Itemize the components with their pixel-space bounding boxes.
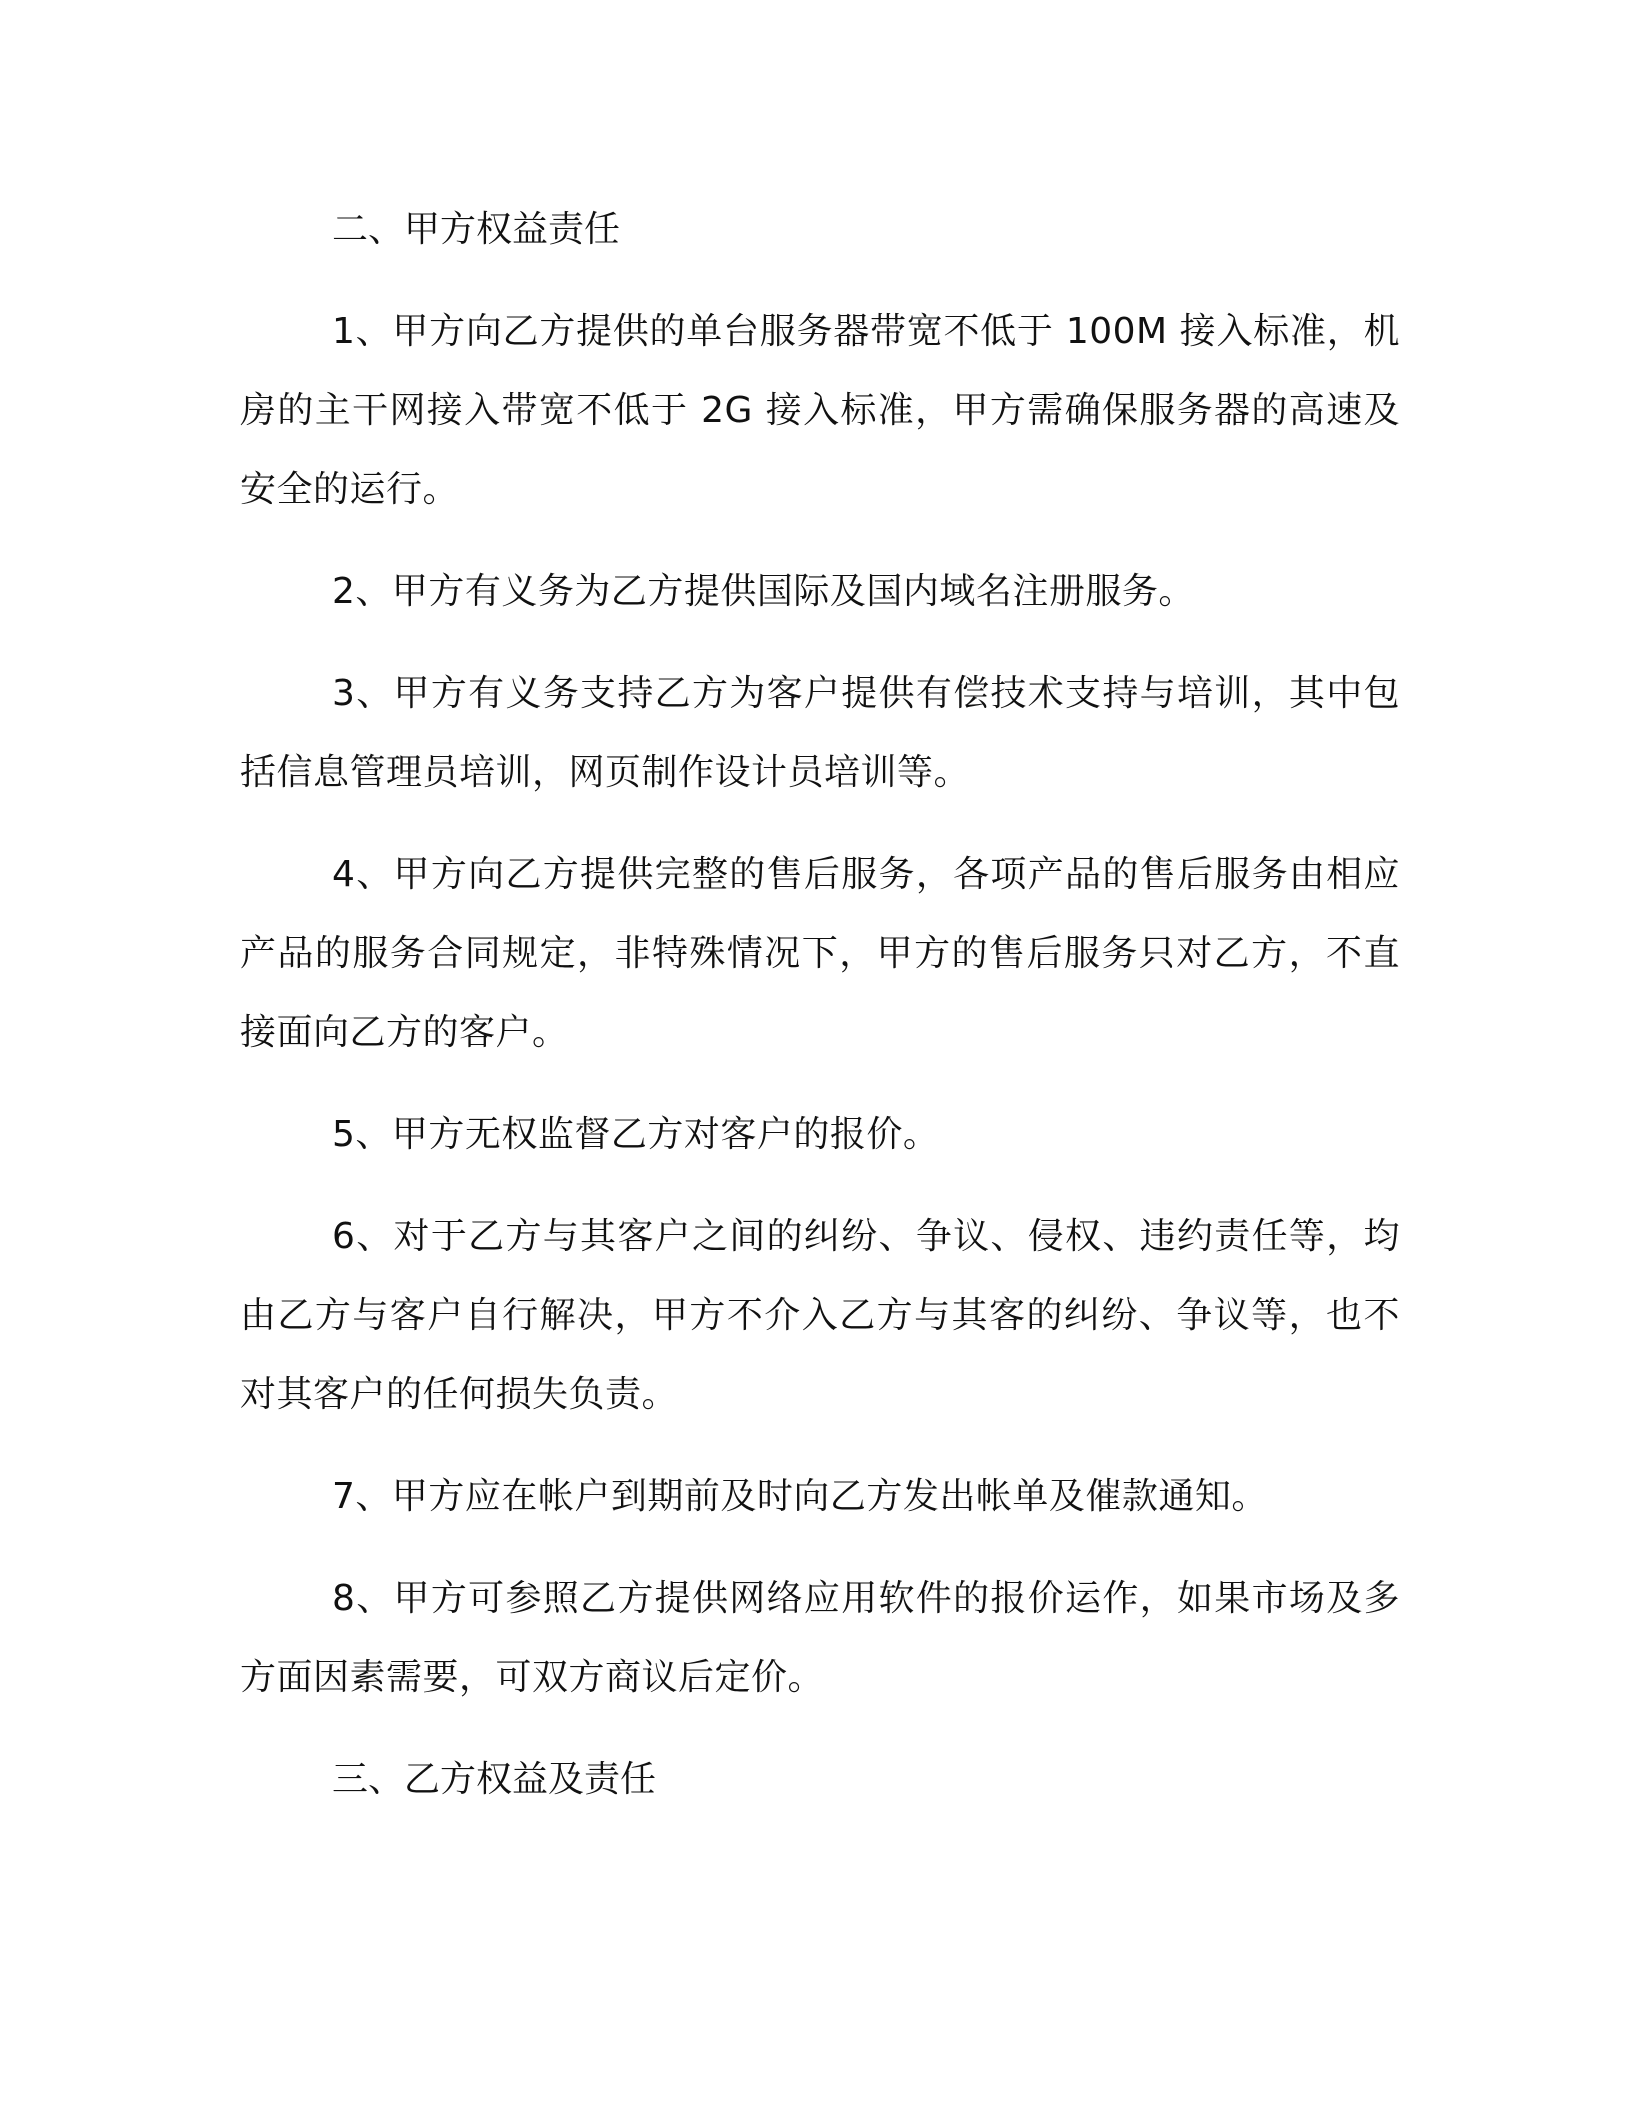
section-2-item-8: 8、甲方可参照乙方提供网络应用软件的报价运作，如果市场及多方面因素需要，可双方商议后定价。 (240, 1578, 1400, 1698)
section-2-heading: 二、甲方权益责任 (332, 209, 621, 250)
document-body (240, 190, 1400, 1819)
spacer (240, 812, 1400, 835)
section-2-item-4: 4、甲方向乙方提供完整的售后服务，各项产品的售后服务由相应产品的服务合同规定，非特殊情况下，甲方的售后服务只对乙方，不直接面向乙方的客户。 (240, 854, 1400, 1053)
spacer (240, 529, 1400, 552)
section-2-item-2: 2、甲方有义务为乙方提供国际及国内域名注册服务。 (332, 571, 1195, 612)
section-2-item-5: 5、甲方无权监督乙方对客户的报价。 (332, 1114, 940, 1155)
section-2-item-7: 7、甲方应在帐户到期前及时向乙方发出帐单及催款通知。 (332, 1476, 1268, 1517)
spacer (240, 1536, 1400, 1559)
spacer (240, 1072, 1400, 1095)
spacer (240, 1434, 1400, 1457)
spacer (240, 1717, 1400, 1740)
section-2-item-6: 6、对于乙方与其客户之间的纠纷、争议、侵权、违约责任等，均由乙方与客户自行解决，甲方不介入乙方与其客的纠纷、争议等，也不对其客户的任何损失负责。 (240, 1216, 1400, 1415)
section-2-item-1: 1、甲方向乙方提供的单台服务器带宽不低于 100M 接入标准，机房的主干网接入带宽不低于 2G 接入标准，甲方需确保服务器的高速及安全的运行。 (240, 311, 1400, 510)
section-3-heading: 三、乙方权益及责任 (332, 1759, 657, 1800)
spacer (240, 269, 1400, 292)
spacer (240, 1174, 1400, 1197)
spacer (240, 631, 1400, 654)
section-2-item-3: 3、甲方有义务支持乙方为客户提供有偿技术支持与培训，其中包括信息管理员培训，网页制作设计员培训等。 (240, 673, 1400, 793)
